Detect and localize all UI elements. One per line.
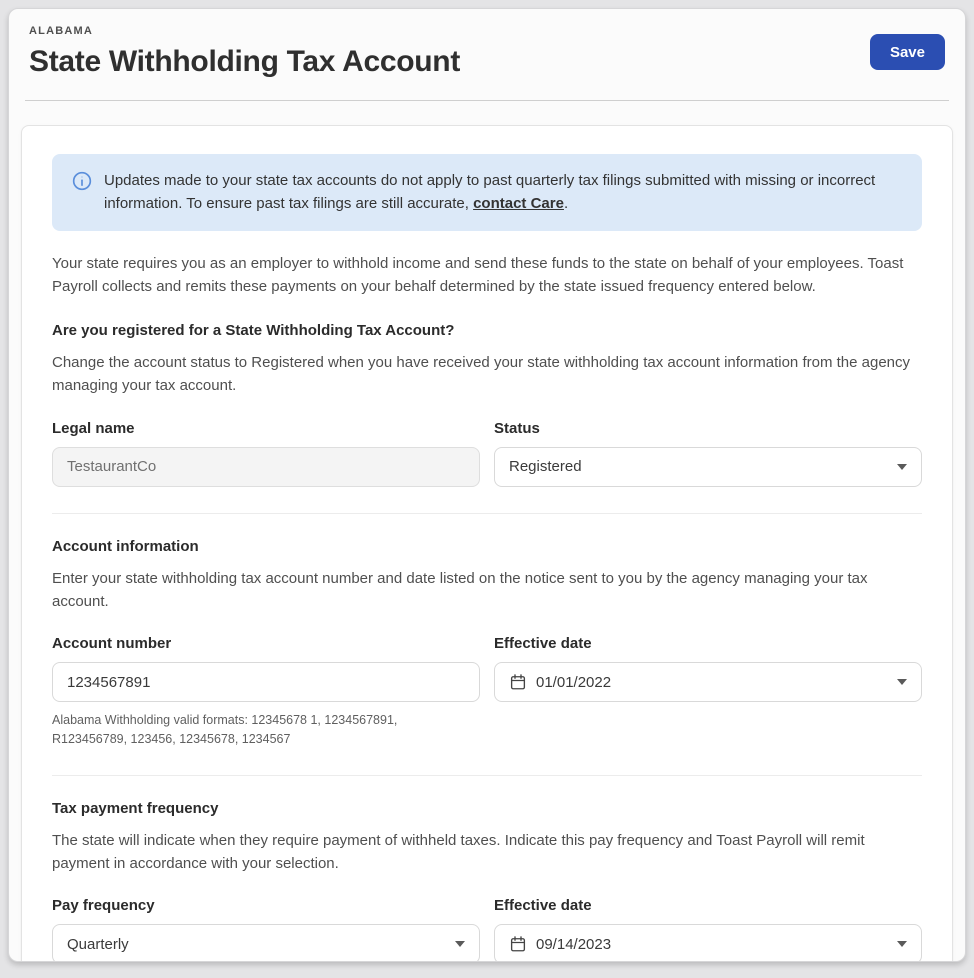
account-number-input[interactable] [52,662,480,702]
tax-frequency-heading: Tax payment frequency [52,799,219,817]
frequency-effective-date-select[interactable] [494,924,922,962]
page-title: State Withholding Tax Account [29,45,461,78]
account-number-label: Account number [52,635,172,652]
legal-name-field [52,420,480,487]
page-header [9,9,965,79]
tax-frequency-description: The state will indicate when they require payment of withheld taxes. Indicate this pay frequency and Toast Payroll will remit payment in accordance with your selection. [52,831,865,872]
registration-question: Are you registered for a State Withholding Tax Account? [52,322,455,339]
save-button[interactable]: Save [870,34,945,70]
content-card [21,125,953,962]
calendar-icon [509,935,527,953]
header-divider [25,100,949,101]
account-effective-date-select[interactable] [494,662,922,702]
chevron-down-icon [897,941,907,947]
tax-frequency-form-row [52,897,922,962]
pay-frequency-select[interactable] [52,924,480,962]
frequency-effective-date-value: 09/14/2023 [536,935,612,953]
account-number-field [52,635,480,749]
account-effective-date-label: Effective date [494,635,592,652]
info-icon [72,169,92,191]
chevron-down-icon [455,941,465,947]
chevron-down-icon [897,464,907,470]
registration-description: Change the account status to Registered when you have received your state withholding tax account information from the agency managing your tax account. [52,354,911,395]
status-value: Registered [509,458,582,475]
banner-text: Updates made to your state tax accounts do not apply to past quarterly tax filings submitted with missing or incorrect information. To ensure past tax filings are still accurate, contact Care. [104,172,876,213]
page-container [8,8,966,962]
frequency-effective-date-label: Effective date [494,897,592,914]
account-info-form-row [52,635,922,749]
pay-frequency-field [52,897,480,962]
account-number-helper: Alabama Withholding valid formats: 12345678 1, 1234567891, R123456789, 123456, 12345678, 1234567 [52,713,398,746]
account-effective-date-value: 01/01/2022 [536,673,612,691]
calendar-icon [509,673,527,691]
pay-frequency-label: Pay frequency [52,897,155,914]
account-effective-date-field [494,635,922,749]
legal-name-input [52,447,480,487]
pay-frequency-value: Quarterly [67,935,129,953]
state-eyebrow: ALABAMA [29,25,94,37]
section-divider [52,513,922,514]
registration-form-row [52,420,922,487]
section-divider [52,775,922,776]
contact-care-link[interactable]: contact Care [473,195,564,213]
info-banner [52,154,922,231]
frequency-effective-date-field [494,897,922,962]
legal-name-label: Legal name [52,419,135,437]
status-select[interactable] [494,447,922,487]
status-label: Status [494,419,540,437]
account-info-heading: Account information [52,537,199,555]
status-field [494,420,922,487]
account-info-description: Enter your state withholding tax account number and date listed on the notice sent to you by the agency managing your tax account. [52,569,868,610]
intro-text: Your state requires you as an employer to withhold income and send these funds to the state on behalf of your employees. Toast Payroll collects and remits these payments on your behalf determined by the state issued frequency entered below. [52,254,904,295]
chevron-down-icon [897,679,907,685]
